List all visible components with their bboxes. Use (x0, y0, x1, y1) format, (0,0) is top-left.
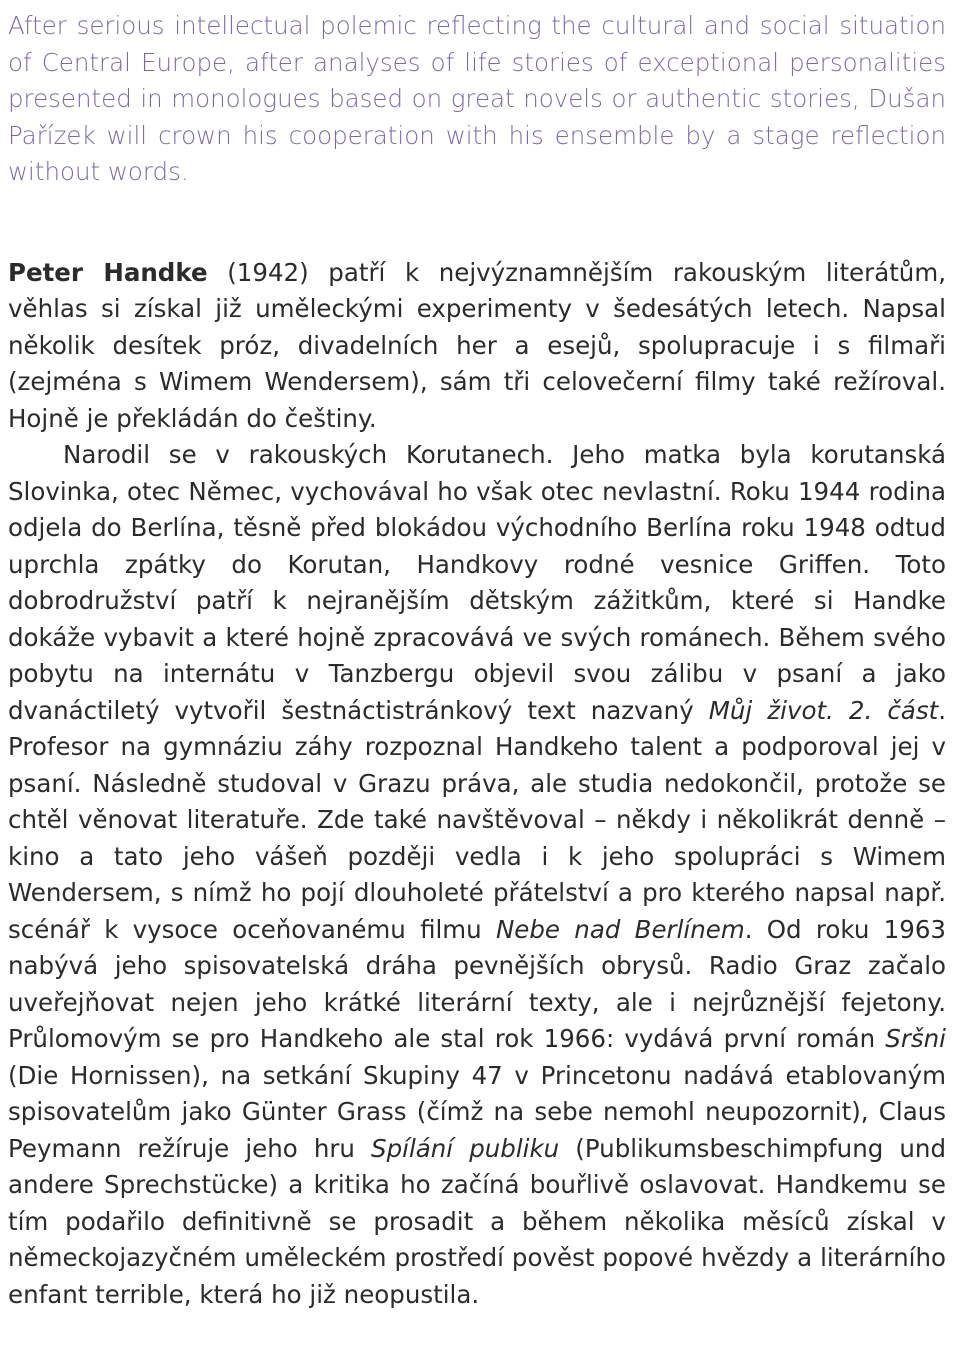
work-title-muj-zivot: Můj život. 2. část (708, 695, 939, 725)
bio-paragraph-2 (8, 437, 946, 1313)
author-name: Peter Handke (8, 257, 208, 287)
bio-text-segment-1: Narodil se v rakouských Korutanech. Jeho matka byla korutanská Slovinka, otec Němec, vychovával ho však otec nevlastní. Roku 1944 rodina odjela do Berlína, těsně před blokádou východního Berlína roku 1948 odtud uprchla zpátky do Korutan, Handkovy rodné vesnice Griffen. Toto dobrodružství patří k nejranějším dětským zážitkům, které si Handke dokáže vybavit a které hojně zpracovává ve svých románech. Během svého pobytu na internátu v Tanzbergu objevil svou zálibu v psaní a jako dvanáctiletý vytvořil šestnáctistránkový text nazvaný (8, 440, 946, 725)
work-title-srsni: Sršni (885, 1024, 946, 1053)
bio-text-segment-2: . Profesor na gymnáziu záhy rozpoznal Handkeho talent a podporoval jej v psaní. Následně studoval v Grazu práva, ale studia nedokončil, protože se chtěl věnovat literatuře. Zde také navštěvoval – někdy i několikrát denně – kino a tato jeho vášeň později vedla i k jeho spolupráci s Wimem Wendersem, s nímž ho pojí dlouholeté přátelství a pro kterého napsal např. scénář k vysoce oceňovanému filmu (8, 695, 946, 944)
bio-paragraph-1 (8, 255, 946, 438)
bio-paragraph-1-text: (1942) patří k nejvýznamnějším rakouským literátům, věhlas si získal již uměleckými experimenty v šedesátých letech. Napsal několik desítek próz, divadelních her a esejů, spolupracuje i s filmaři (zejména s Wimem Wendersem), sám tři celovečerní filmy také režíroval. Hojně je překládán do češtiny. (8, 257, 946, 433)
work-title-spilani-publiku: Spílání publiku (371, 1133, 560, 1163)
intro-paragraph: After serious intellectual polemic reflecting the cultural and social situation of Central Europe, after analyses of life stories of exceptional personalities presented in monologues based on great novels or authentic stories, Dušan Pařízek will crown his cooperation with his ensemble by a stage reflection without words. (8, 11, 946, 186)
bio-text-segment-4: (Die Hornissen), na setkání Skupiny 47 v Princetonu nadává etablovaným spisovatelům jako Günter Grass (čímž na sebe nemohl neupozornit), Claus Peymann režíruje jeho hru (8, 1060, 946, 1163)
work-title-nebe-nad-berlinem: Nebe nad Berlínem (495, 914, 745, 944)
bio-text-segment-5: (Publikumsbeschimpfung und andere Sprechstücke) a kritika ho začíná bouřlivě oslavovat. Handkemu se tím podařilo definitivně se prosadit a během několika měsíců získal v německojazyčném uměleckém prostředí pověst popové hvězdy a literárního enfant terrible, která ho již neopustila. (8, 1133, 946, 1309)
bio-text-segment-3: . Od roku 1963 nabývá jeho spisovatelská dráha pevnějších obrysů. Radio Graz začalo uveřejňovat nejen jeho krátké literární texty, ale i nejrůznější fejetony. Průlomovým se pro Handkeho ale stal rok 1966: vydává první román (8, 914, 946, 1053)
